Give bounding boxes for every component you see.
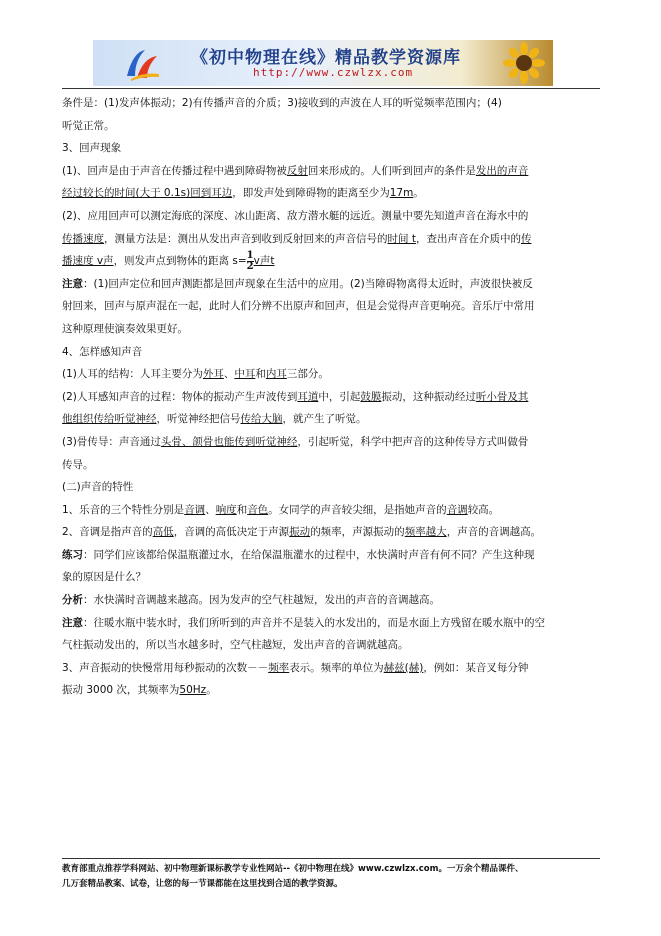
text-line [62, 137, 602, 160]
text-segment: 振动 3000 次，其频率为 [62, 684, 180, 697]
underlined-term: 传给大脑 [240, 413, 283, 426]
document-body [62, 92, 602, 702]
text-line [62, 589, 602, 612]
underlined-term: 音色 [247, 503, 269, 516]
underlined-term: 鼓膜 [360, 390, 382, 403]
text-line [62, 408, 602, 431]
text-segment: (2)人耳感知声音的过程：物体的振动产生声波传到 [62, 390, 298, 403]
underlined-term: 高低 [152, 526, 174, 539]
text-segment: ：同学们应该都给保温瓶灌过水，在给保温瓶灌水的过程中，水快满时声音有何不同？产生这种现 [83, 548, 535, 561]
text-line [62, 228, 602, 251]
underlined-term: 50Hz [179, 684, 207, 697]
text-segment: (3)骨传导：声音通过 [62, 435, 161, 448]
underlined-term: 耳道 [297, 390, 319, 403]
text-segment: ，就产生了听觉。 [282, 413, 367, 426]
text-segment: 和 [236, 503, 248, 516]
underlined-term: 播速度 v声 [62, 255, 114, 268]
text-segment: 气柱振动发出的，所以当水越多时，空气柱越短，发出声音的音调就越高。 [62, 639, 409, 652]
underlined-term: 他组织传给听觉神经 [62, 413, 157, 426]
text-segment: ，听觉神经把信号 [156, 413, 241, 426]
text-segment: (2)、应用回声可以测定海底的深度、冰山距离、敌方潜水艇的远近。测量中要先知道声音在海水中的 [62, 209, 529, 222]
text-line [62, 521, 602, 544]
text-segment: 。 [413, 187, 424, 200]
text-segment: (1)人耳的结构：人耳主要分为 [62, 368, 203, 381]
text-segment: ：往暖水瓶中装水时，我们所听到的声音并不是装入的水发出的，而是水面上方残留在暖水瓶中的空 [83, 616, 545, 629]
text-segment: 4、怎样感知声音 [62, 345, 143, 358]
text-segment: 、 [223, 368, 235, 381]
underlined-term: 发出的声音 [475, 164, 529, 177]
text-segment: 射回来，回声与原声混在一起，此时人们分辨不出原声和回声，但是会觉得声音更响亮。音乐厅中常用 [62, 300, 535, 313]
text-segment: 3、回声现象 [62, 142, 122, 155]
text-segment: 3、声音振动的快慢常用每秒振动的次数－－ [62, 661, 269, 674]
underlined-term: 音调 [446, 503, 468, 516]
text-line [62, 657, 602, 680]
text-segment: ，查出声音在介质中的 [415, 232, 521, 245]
text-segment: 表示。频率的单位为 [289, 661, 384, 674]
text-line [62, 679, 602, 702]
text-segment: 条件是：(1)发声体振动；2)有传播声音的介质；3)接收到的声波在人耳的听觉频率范围内；(4) [62, 97, 502, 109]
text-segment: 三部分。 [286, 368, 329, 381]
text-line [62, 115, 602, 138]
text-segment: ，测量方法是：测出从发出声音到收到反射回来的声音信号的 [104, 232, 388, 245]
underlined-term: v声t [253, 255, 275, 268]
header-divider [62, 88, 600, 89]
banner-title: 《初中物理在线》精品教学资源库 [191, 48, 461, 68]
underlined-term: 听小骨及其 [475, 390, 529, 403]
fraction-denominator: 2 [246, 260, 254, 272]
text-segment: ，例如：某音叉每分钟 [423, 661, 529, 674]
text-segment: 传导。 [62, 458, 94, 471]
text-line [62, 454, 602, 477]
text-line [62, 634, 602, 657]
text-segment: ，则发声点到物体的距离 s= [113, 255, 247, 268]
text-line [62, 182, 602, 205]
text-segment: 。 [206, 684, 217, 697]
fraction-numerator: 1 [246, 249, 254, 261]
underlined-term: 传 [520, 232, 532, 245]
text-segment: 中，引起 [318, 390, 361, 403]
text-line [62, 205, 602, 228]
text-line [62, 318, 602, 341]
text-line [62, 250, 602, 273]
bold-label: 练习 [62, 548, 83, 561]
footer-line-1: 教育部重点推荐学科网站、初中物理新课标教学专业性网站--《初中物理在线》www.czwlzx.com。一万余个精品课件、 [62, 864, 524, 874]
text-line [62, 341, 602, 364]
text-segment: 听觉正常。 [62, 119, 115, 132]
text-segment: 。女同学的声音较尖细，是指她声音的 [268, 503, 447, 516]
underlined-term: 振动 [289, 526, 311, 539]
banner-url[interactable]: http://www.czwlzx.com [253, 66, 414, 79]
text-segment: 、 [205, 503, 216, 516]
text-segment: ：水快满时音调越来越高。因为发声的空气柱越短，发出的声音的音调越高。 [83, 594, 440, 607]
text-segment: ，引起听觉，科学中把声音的这种传导方式叫做骨 [297, 435, 529, 448]
text-line [62, 544, 602, 567]
text-segment: ，音调的高低决定于声源 [173, 526, 290, 539]
text-line [62, 295, 602, 318]
text-segment: ，声音的音调越高。 [446, 526, 542, 539]
underlined-term: 反射 [286, 164, 308, 177]
underlined-term: 音调 [184, 503, 206, 516]
underlined-term: 传播速度 [62, 232, 104, 245]
text-line [62, 386, 602, 409]
text-segment: 1、乐音的三个特性分别是 [62, 503, 185, 516]
sunflower-icon [501, 42, 547, 84]
text-line [62, 92, 602, 115]
underlined-term: 经过较长的时间(大于 0.1s)回到耳边 [62, 187, 233, 200]
text-segment: 和 [255, 368, 266, 381]
text-line [62, 612, 602, 635]
text-segment: 振动，这种振动经过 [381, 390, 476, 403]
text-line [62, 431, 602, 454]
text-line [62, 273, 602, 296]
text-segment: 较高。 [467, 503, 500, 516]
text-line [62, 476, 602, 499]
text-segment: 这种原理使演奏效果更好。 [62, 322, 188, 335]
text-segment: (二)声音的特性 [62, 481, 134, 494]
underlined-term: 头骨、颌骨也能传到听觉神经 [160, 435, 298, 448]
text-segment: ：(1)回声定位和回声测距都是回声现象在生活中的应用。(2)当障碍物离得太近时，声波很快被反 [83, 277, 533, 290]
text-segment: (1)、回声是由于声音在传播过程中遇到障碍物被 [62, 164, 287, 177]
underlined-term: 内耳 [265, 368, 287, 381]
underlined-term: 频率越大 [404, 526, 447, 539]
text-line [62, 566, 602, 589]
site-logo-icon [123, 46, 163, 82]
footer [62, 862, 602, 892]
text-line [62, 160, 602, 183]
header-banner [93, 40, 553, 86]
underlined-term: 外耳 [202, 368, 224, 381]
bold-label: 注意 [62, 277, 83, 290]
text-segment: 回来形成的。人们听到回声的条件是 [307, 164, 476, 177]
text-segment: 的频率，声源振动的 [310, 526, 405, 539]
text-segment: 象的原因是什么？ [62, 571, 146, 584]
underlined-term: 中耳 [234, 368, 256, 381]
text-line [62, 499, 602, 522]
underlined-term: 时间 t [387, 232, 416, 245]
bold-label: 注意 [62, 616, 83, 629]
underlined-term: 频率 [268, 661, 290, 674]
text-line [62, 363, 602, 386]
underlined-term: 赫兹(赫) [383, 661, 424, 674]
fraction [247, 251, 254, 272]
footer-line-2: 几万套精品教案、试卷，让您的每一节课都能在这里找到合适的教学资源。 [62, 879, 343, 889]
bold-label: 分析 [62, 594, 83, 607]
text-segment: 2、音调是指声音的 [62, 526, 153, 539]
footer-divider [62, 858, 600, 859]
text-segment: ，即发声处到障碍物的距离至少为 [232, 187, 390, 200]
underlined-term: 响度 [215, 503, 237, 516]
underlined-term: 17m [389, 187, 414, 200]
